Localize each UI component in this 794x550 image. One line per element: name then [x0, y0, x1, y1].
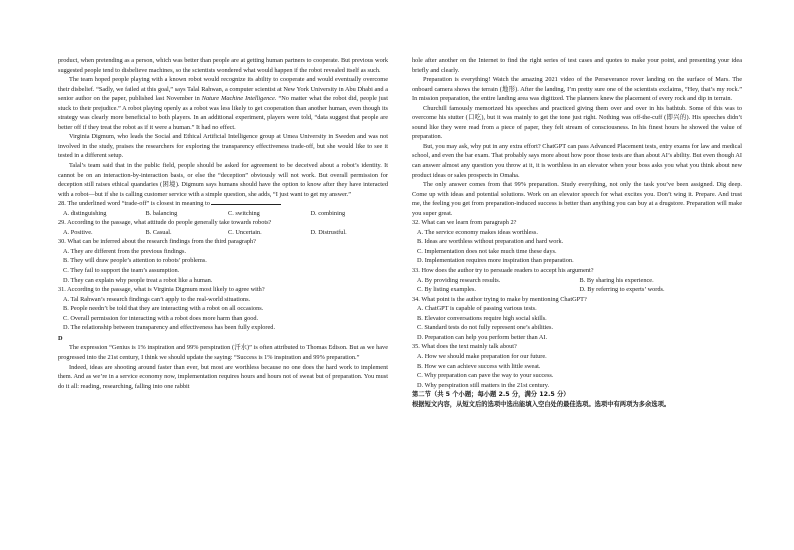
passage-d-paragraph-6: The only answer comes from that 99% preparation. Study everything, not only the task you’ve been assigned. Dig deep. Come up with ideas and potential solutions. Work on an elevator speech for what excites you. Don’t wing it. Prepare. And trust me, the feeling you get from preparation-induced success is better than anything you can buy at a drugstore. Preparation will make you super great. — [412, 181, 742, 217]
option-d[interactable]: D. Why perspiration still matters in the 21st century. — [417, 381, 550, 389]
option-a[interactable]: A. The service economy makes ideas worthless. — [417, 228, 538, 236]
option-c[interactable]: C. By listing examples. — [417, 286, 476, 294]
option-a[interactable]: A. They are different from the previous findings. — [63, 247, 187, 255]
passage-c-paragraph-2 — [58, 75, 388, 132]
passage-d-paragraph-5: But, you may ask, why put in any extra effort? ChatGPT can pass Advanced Placement tests, entry exams for law and medical school, and even the bar exam. That probably says more about how poor those tests are than about AI’s ability. But even though AI can answer almost any question you throw at it, it is worthless in an elevator when your boss asks you what you think about new product ideas or sales prospects in Omaha. — [412, 142, 742, 179]
option-d[interactable]: D. Preparation can help you perform better than AI. — [417, 333, 548, 341]
option-d[interactable]: D. Distrustful. — [310, 228, 347, 236]
paragraph-2-text-b: . “No matter what the robot did, people just stuck to their prejudice.” A robot playing openly as a robot was less likely to get cooperation than another human, even though its strategy was clearly more beneficial to both players. In an additional experiment, players were told, “data suggest that people are better off if they treat the robot as if it were a human.” It had no effect. — [58, 95, 388, 131]
question-35-stem: 35. What does the text mainly talk about? — [412, 343, 517, 351]
question-29-options — [58, 228, 388, 238]
paragraph-2-text-a: The team hoped people playing with a known robot would recognize its ability to cooperate and would eventually overcome their disbelief. “Sadly, we failed at this goal,” says Talal Rahwan, a computer scientist at New York University in Abu Dhabi and a senior author on the paper, published last November in — [58, 76, 388, 103]
passage-d-paragraph-3: Preparation is everything! Watch the amazing 2021 video of the Perseverance rover landing on the surface of Mars. The onboard camera shows the terrain (地形). After the landing, I’m pretty sure one of the scientists exclaims, “Hey, that’s my rock.” In mission preparation, the entire landing area was digitized. The planners knew the placement of every rock and dip in terrain. — [412, 76, 742, 103]
option-d[interactable]: D. combining — [310, 209, 346, 217]
option-b[interactable]: B. Elevator conversations require high social skills. — [417, 314, 547, 322]
section-2-instructions: 根据短文内容，从短文后的选项中选出能填入空白处的最佳选项。选项中有两项为多余选项。 — [412, 400, 671, 408]
question-33-options-row-2 — [412, 285, 742, 295]
option-a[interactable]: A. By providing research results. — [417, 276, 501, 284]
right-column — [412, 56, 742, 409]
option-b[interactable]: B. Casual. — [145, 228, 172, 236]
question-33-stem: 33. How does the author try to persuade readers to accept his argument? — [412, 267, 594, 275]
option-b[interactable]: B. People needn’t be told that they are interacting with a robot on all occasions. — [63, 305, 264, 313]
option-b[interactable]: B. How we can achieve success with little sweat. — [417, 362, 541, 370]
option-c[interactable]: C. switching — [228, 209, 260, 217]
passage-d-paragraph-4: Churchill famously memorized his speeches and practiced giving them over and over in his bathtub. Some of this was to overcome his stutter (口吃), but it was mainly to get the tone just right. Nothing was off-the-cuff (即兴的). His speeches didn’t sound like they were read from a piece of paper, they felt stream of consciousness. In his finest hours he showed the value of preparation. — [412, 104, 742, 141]
option-c[interactable]: C. Uncertain. — [228, 228, 262, 236]
question-33-options-row-1 — [412, 276, 742, 286]
option-b[interactable]: B. Ideas are worthless without preparation and hard work. — [417, 238, 564, 246]
option-c[interactable]: C. Overall permission for interacting with a robot does more harm than good. — [63, 314, 259, 322]
passage-c-paragraph-4: Talal’s team said that in the public field, people should be asked for agreement to be deceived about a robot’s identity. It cannot be on an interaction-by-interaction basis, or else the “deception” obviously will not work. But overall permission for deception still raises ethical quandaries (困境). Digmum says humans should have the option to know after they have interacted with a robot—but if she is calling customer service with a simple question, she adds, “I just want to get my answer.” — [58, 162, 388, 198]
question-28-stem: 28. The underlined word “trade-off” is closest in meaning to — [58, 200, 210, 208]
option-a[interactable]: A. Positive. — [63, 228, 93, 236]
passage-d-paragraph-2: Indeed, ideas are shooting around faster than ever, but most are worthless because no one does the hard work to implement them. And as we’re in a service economy now, implementation requires hours and hours not of sweat but of preparation. You must do it all: reading, researching, falling into one rabbit — [58, 363, 388, 390]
option-c[interactable]: C. Standard tests do not fully represent one’s abilities. — [417, 324, 554, 332]
option-a[interactable]: A. distinguishing — [63, 209, 107, 217]
question-28-options — [58, 209, 388, 219]
option-b[interactable]: B. They will draw people’s attention to robots’ problems. — [63, 257, 207, 265]
passage-c-paragraph-1: product, when pretending as a person, which was better than people are at getting human partners to cooperate. But previous work suggested people tend to disbelieve machines, so the scientists wondered what would happen if the robot revealed itself as such. — [58, 57, 388, 74]
option-d[interactable]: D. By referring to experts’ words. — [579, 286, 665, 294]
question-28 — [58, 199, 388, 209]
question-29-stem: 29. According to the passage, what attitude do people generally take towards robots? — [58, 219, 272, 227]
journal-name: Nature Machine Intelligence — [201, 95, 275, 103]
option-c[interactable]: C. Implementation does not take much time these days. — [417, 247, 557, 255]
passage-c-paragraph-3: Virginia Digmum, who leads the Social and Ethical Artificial Intelligence group at Umea University in Sweden and was not involved in the study, praises the researchers for exploring the transparency effectiveness trade-off, but she would like to see it tested in a different setup. — [58, 133, 388, 160]
option-a[interactable]: A. How we should make preparation for our future. — [417, 352, 547, 360]
question-31-stem: 31. According to the passage, what is Virginia Digmum most likely to agree with? — [58, 286, 265, 294]
option-a[interactable]: A. Tal Rahwan’s research findings can’t apply to the real-world situations. — [63, 295, 251, 303]
question-34-stem: 34. What point is the author trying to make by mentioning ChatGPT? — [412, 295, 587, 303]
question-32-stem: 32. What can we learn from paragraph 2? — [412, 219, 517, 227]
option-d[interactable]: D. Implementation requires more inspiration than preparation. — [417, 257, 574, 265]
answer-blank — [211, 199, 281, 205]
option-b[interactable]: B. By sharing his experience. — [579, 276, 654, 284]
passage-d-heading: D — [58, 334, 63, 342]
left-column — [58, 56, 388, 391]
option-a[interactable]: A. ChatGPT is capable of passing various tests. — [417, 305, 537, 313]
option-c[interactable]: C. Why preparation can pave the way to your success. — [417, 372, 554, 380]
option-b[interactable]: B. balancing — [145, 209, 178, 217]
passage-d-paragraph-2-cont: hole after another on the Internet to find the right series of test cases and quotes to make your point, and presenting your idea briefly and clearly. — [412, 57, 742, 74]
question-30-stem: 30. What can be inferred about the research findings from the third paragraph? — [58, 238, 256, 246]
option-d[interactable]: D. They can explain why people treat a robot like a human. — [63, 276, 213, 284]
option-c[interactable]: C. They fail to support the team’s assumption. — [63, 267, 180, 275]
passage-d-paragraph-1: The expression “Genius is 1% inspiration and 99% perspiration (汗水)” is often attributed to Thomas Edison. But as we have progressed into the 21st century, I think we should update the saying: “Success is 1% inspiration and 99% preparation.” — [58, 344, 388, 361]
option-d[interactable]: D. The relationship between transparency and effectiveness has been fully explored. — [63, 324, 276, 332]
section-2-title: 第二节（共 5 个小题；每小题 2.5 分，满分 12.5 分） — [412, 391, 570, 399]
